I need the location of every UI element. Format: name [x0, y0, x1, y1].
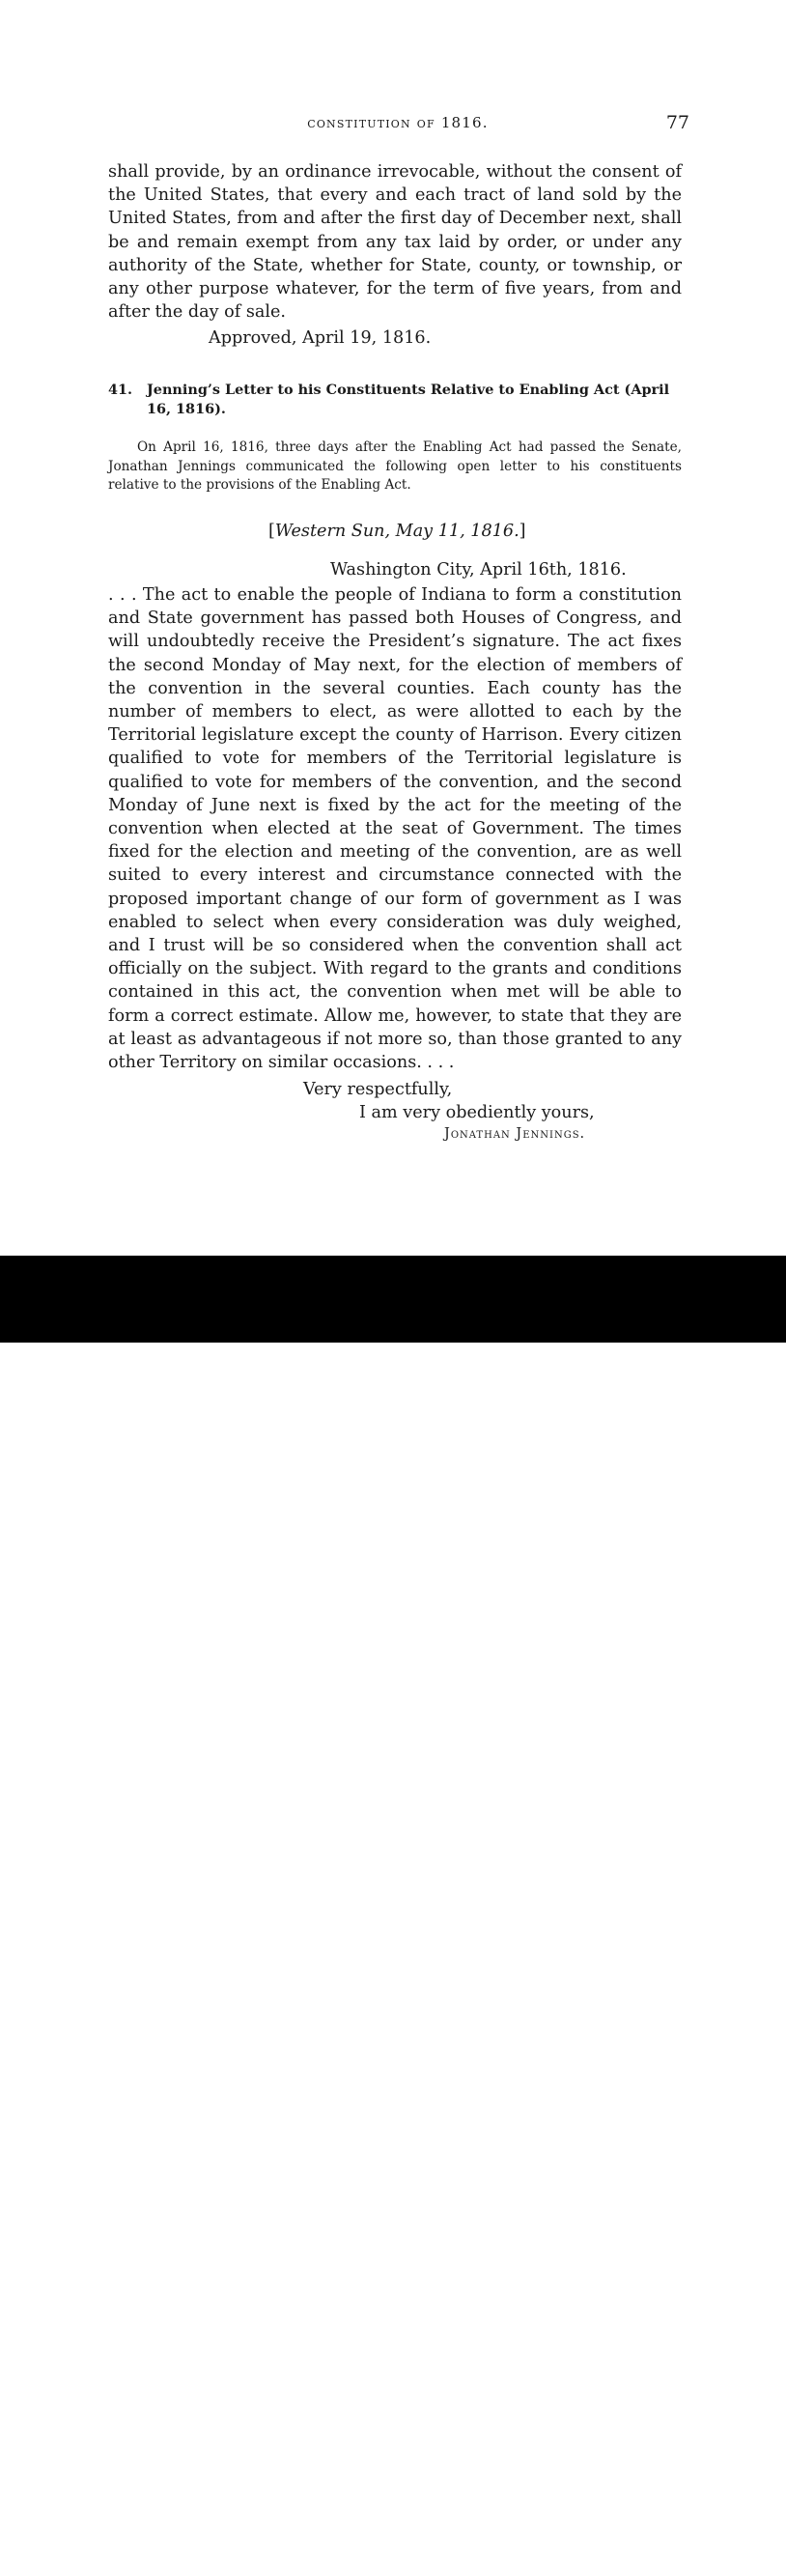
closing-salutation: Very respectfully, [303, 1080, 453, 1099]
letter-body: . . . The act to enable the people of Indiana to form a constitution and State government has passed both Houses of Congress, and will undoubtedly receive the President’s signature. The act fixes the second Monday of May next, for the election of members of the convention in the several counties. Each county has the number of members to elect, as were allotted to each by the Territorial legislature except the county of Harrison. Every citizen qualified to vote for members of the Territorial legislature is qualified to vote for members of the convention, and the second Monday of June next is fixed by the act for the meeting of the convention when elected at the seat of Government. The times fixed for the election and meeting of the convention, are as well suited to every interest and circumstance connected with the proposed important change of our form of government as I was enabled to select when every consideration was duly weighed, and I trust will be so considered when the convention shall act officially on the subject. With regard to the grants and conditions contained in this act, the convention when met will be able to form a correct estimate. Allow me, however, to state that they are at least as advantageous if not more so, than those granted to any other Territory on similar occasions. . . . [108, 585, 682, 1073]
page-number: 77 [665, 112, 689, 133]
letter-dateline: Washington City, April 16th, 1816. [330, 560, 627, 580]
section-title: Jenning’s Letter to his Constituents Relative to Enabling Act (April 16, 1816). [147, 382, 670, 417]
opening-paragraph: shall provide, by an ordinance irrevocable, without the consent of the United States, that every and each tract of land sold by the United States, from and after the first day of December next, shall be and remain exempt from any tax laid by order, or under any authority of the State, whether for State, county, or township, or any other purpose whatever, for the term of five years, from and after the day of sale. [108, 162, 682, 323]
source-citation [268, 522, 526, 541]
approval-line: Approved, April 19, 1816. [209, 328, 432, 348]
section-intro: On April 16, 1816, three days after the Enabling Act had passed the Senate, Jonathan Jennings communicated the following open letter to his constituents relative to the provisions of the Enabling Act. [108, 439, 682, 493]
site-url: www.alamy.com [632, 2558, 757, 2576]
source-text: Western Sun, May 11, 1816. [274, 522, 519, 541]
watermark-footer [0, 1256, 786, 2576]
closing-line: I am very obediently yours, [359, 1103, 595, 1122]
image-id: 3BFXP1E [688, 2533, 757, 2551]
source-bracket-open: [ [268, 522, 275, 541]
running-title: constitution of 1816. [307, 114, 489, 131]
page-header [106, 112, 689, 139]
source-bracket-close: ] [519, 522, 526, 541]
signature: Jonathan Jennings. [444, 1126, 586, 1142]
scanned-page [0, 0, 786, 1256]
section-number: 41. [108, 382, 133, 398]
alamy-logo: alamy [25, 2525, 164, 2574]
section-heading [108, 381, 682, 419]
